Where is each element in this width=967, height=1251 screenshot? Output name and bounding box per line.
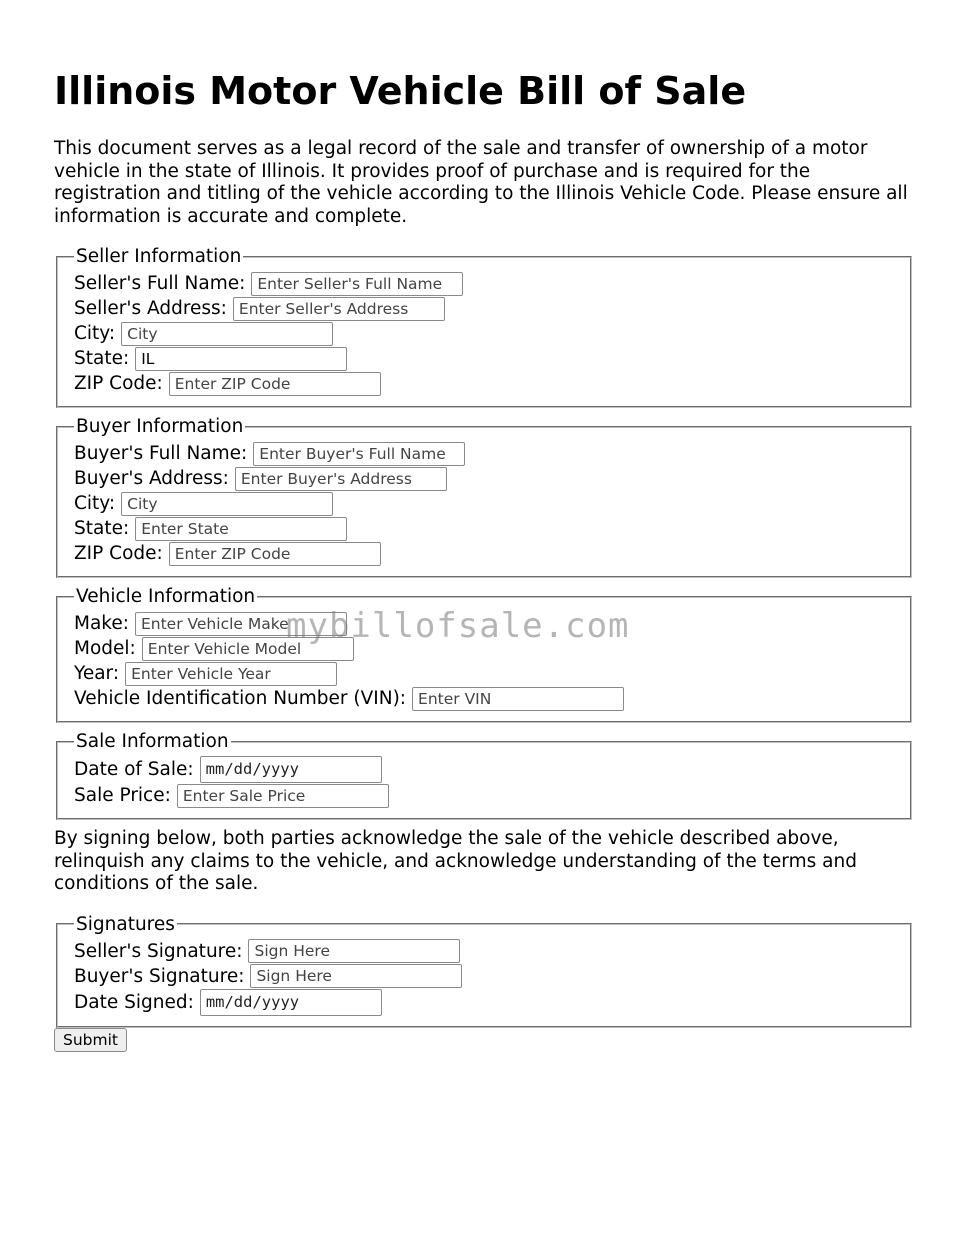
buyer-address-label: Buyer's Address:	[74, 468, 229, 489]
buyer-name-row	[74, 441, 894, 466]
seller-address-row	[74, 296, 894, 321]
vehicle-make-label: Make:	[74, 613, 129, 634]
sale-date-input[interactable]: mm/dd/yyyy	[200, 756, 382, 783]
vehicle-year-input[interactable]: Enter Vehicle Year	[125, 662, 337, 686]
watermark-text: mybillofsale.com	[286, 606, 630, 646]
vehicle-information-section	[56, 586, 912, 723]
sale-information-legend: Sale Information	[76, 731, 229, 752]
buyer-address-row	[74, 466, 894, 491]
seller-information-section	[56, 246, 912, 408]
page-title: Illinois Motor Vehicle Bill of Sale	[54, 69, 747, 113]
date-signed-input[interactable]: mm/dd/yyyy	[200, 989, 382, 1016]
seller-signature-input[interactable]: Sign Here	[248, 939, 460, 963]
buyer-state-label: State:	[74, 518, 130, 539]
sale-price-input[interactable]: Enter Sale Price	[177, 784, 389, 808]
sale-price-row	[74, 783, 894, 808]
seller-state-input[interactable]: IL	[135, 347, 347, 371]
sale-information-section	[56, 731, 912, 820]
seller-city-label: City:	[74, 323, 116, 344]
buyer-state-row	[74, 516, 894, 541]
vehicle-model-row	[74, 636, 894, 661]
date-signed-label: Date Signed:	[74, 991, 194, 1013]
vehicle-year-label: Year:	[74, 663, 120, 684]
buyer-state-input[interactable]: Enter State	[135, 517, 347, 541]
vehicle-vin-label: Vehicle Identification Number (VIN):	[74, 688, 407, 709]
acknowledgement-paragraph: By signing below, both parties acknowledge the sale of the vehicle described above, relinquish any claims to the vehicle, and acknowledge understanding of the terms and conditions of the sale.	[54, 828, 857, 894]
buyer-zip-input[interactable]: Enter ZIP Code	[169, 542, 381, 566]
buyer-signature-input[interactable]: Sign Here	[250, 964, 462, 988]
intro-paragraph: This document serves as a legal record of the sale and transfer of ownership of a motor vehicle in the state of Illinois. It provides proof of purchase and is required for the registration and titling of the vehicle according to the Illinois Vehicle Code. Please ensure all information is accurate and complete.	[54, 138, 908, 227]
seller-signature-label: Seller's Signature:	[74, 940, 243, 962]
buyer-name-input[interactable]: Enter Buyer's Full Name	[253, 442, 465, 466]
submit-button[interactable]: Submit	[54, 1028, 127, 1052]
seller-signature-row	[74, 939, 894, 964]
buyer-information-section	[56, 416, 912, 578]
buyer-name-label: Buyer's Full Name:	[74, 443, 248, 464]
vehicle-model-label: Model:	[74, 638, 136, 659]
vehicle-vin-input[interactable]: Enter VIN	[412, 687, 624, 711]
buyer-zip-label: ZIP Code:	[74, 543, 163, 564]
signatures-legend: Signatures	[76, 913, 175, 935]
seller-name-row	[74, 271, 894, 296]
seller-zip-input[interactable]: Enter ZIP Code	[169, 372, 381, 396]
seller-city-input[interactable]: City	[121, 322, 333, 346]
vehicle-make-input[interactable]: Enter Vehicle Make	[135, 612, 347, 636]
buyer-information-legend: Buyer Information	[76, 416, 244, 437]
sale-price-label: Sale Price:	[74, 785, 171, 806]
buyer-signature-row	[74, 964, 894, 989]
seller-zip-row	[74, 371, 894, 396]
buyer-city-row	[74, 491, 894, 516]
vehicle-year-row	[74, 661, 894, 686]
seller-address-input[interactable]: Enter Seller's Address	[233, 297, 445, 321]
vehicle-model-input[interactable]: Enter Vehicle Model	[142, 637, 354, 661]
vehicle-information-legend: Vehicle Information	[76, 586, 256, 607]
seller-name-label: Seller's Full Name:	[74, 273, 246, 294]
date-signed-row	[74, 989, 894, 1016]
seller-name-input[interactable]: Enter Seller's Full Name	[251, 272, 463, 296]
buyer-city-label: City:	[74, 493, 116, 514]
vehicle-vin-row	[74, 686, 894, 711]
vehicle-make-row	[74, 611, 894, 636]
buyer-city-input[interactable]: City	[121, 492, 333, 516]
buyer-address-input[interactable]: Enter Buyer's Address	[235, 467, 447, 491]
seller-information-legend: Seller Information	[76, 246, 242, 267]
sale-date-row	[74, 756, 894, 783]
seller-zip-label: ZIP Code:	[74, 373, 163, 394]
signatures-section	[56, 914, 912, 1028]
seller-address-label: Seller's Address:	[74, 298, 227, 319]
sale-date-label: Date of Sale:	[74, 759, 194, 780]
seller-state-label: State:	[74, 348, 130, 369]
buyer-zip-row	[74, 541, 894, 566]
seller-state-row	[74, 346, 894, 371]
buyer-signature-label: Buyer's Signature:	[74, 965, 245, 987]
seller-city-row	[74, 321, 894, 346]
